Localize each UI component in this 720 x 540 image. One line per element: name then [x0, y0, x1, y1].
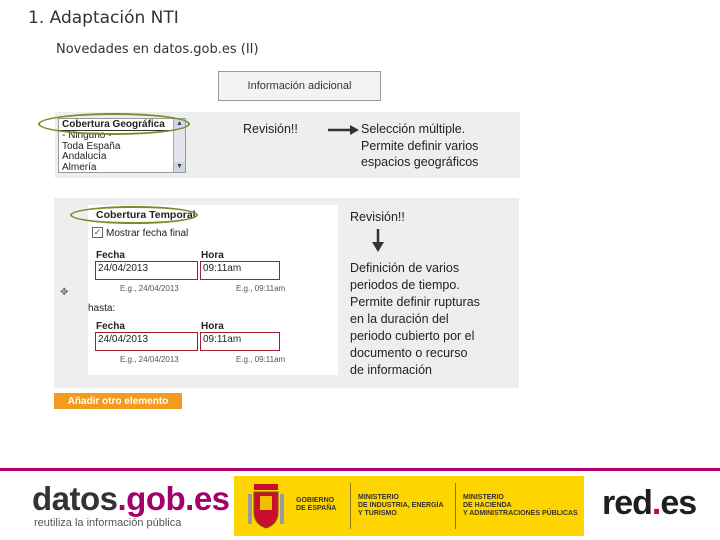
- footer-divider: [0, 468, 720, 471]
- drag-handle-icon[interactable]: ✥: [60, 287, 69, 298]
- gov-text-line: MINISTERIO: [463, 494, 504, 501]
- geo-option[interactable]: Toda España: [62, 140, 121, 152]
- note-line: periodo cubierto por el: [350, 329, 475, 343]
- gov-text-line: DE ESPAÑA: [296, 505, 337, 512]
- red-es-logo: [602, 484, 696, 523]
- end-time-hint: E.g., 09:11am: [236, 355, 286, 364]
- add-element-button[interactable]: Añadir otro elemento: [54, 393, 182, 409]
- logo-text: red: [602, 484, 652, 522]
- datos-gob-tagline: reutiliza la información pública: [34, 517, 182, 529]
- geo-option[interactable]: - Ninguno -: [62, 130, 112, 141]
- start-time-hint: E.g., 09:11am: [236, 284, 286, 293]
- note-line: en la duración del: [350, 312, 449, 326]
- show-end-date-checkbox[interactable]: ✓: [93, 227, 102, 237]
- note-line: documento o recurso: [350, 346, 468, 360]
- logo-text: datos: [32, 480, 118, 517]
- show-end-date-label: Mostrar fecha final: [106, 228, 189, 239]
- time-periods-note: [350, 260, 518, 379]
- gov-text-line: Y TURISMO: [358, 510, 397, 517]
- coat-of-arms-icon: [246, 482, 286, 530]
- slide-title: 1. Adaptación NTI: [28, 8, 179, 28]
- start-date-input[interactable]: 24/04/2013: [95, 261, 198, 280]
- scroll-up-icon[interactable]: ▲: [174, 119, 185, 129]
- geo-option[interactable]: Andalucía: [62, 151, 107, 162]
- logo-text: es: [660, 484, 697, 522]
- gov-text-line: Y ADMINISTRACIONES PÚBLICAS: [463, 510, 578, 517]
- logo-dot: .: [651, 484, 661, 522]
- gov-text-line: MINISTERIO: [358, 494, 399, 501]
- datos-gob-logo: [32, 480, 230, 518]
- geo-coverage-label: Cobertura Geográfica: [59, 119, 185, 131]
- note-line: Selección múltiple.: [361, 122, 466, 136]
- gov-separator: [350, 483, 351, 529]
- note-line: espacios geográficos: [361, 155, 479, 169]
- start-time-input[interactable]: 09:11am: [200, 261, 280, 280]
- slide-subtitle: Novedades en datos.gob.es (II): [56, 42, 259, 57]
- note-line: de información: [350, 363, 432, 377]
- hasta-label: hasta:: [88, 303, 116, 314]
- revision-note-1: Revisión!!: [243, 122, 298, 136]
- highlight-ellipse-geo: [38, 113, 190, 135]
- gov-text-line: DE INDUSTRIA, ENERGÍA: [358, 502, 444, 509]
- start-date-hint: E.g., 24/04/2013: [120, 284, 179, 293]
- gov-text-line: DE HACIENDA: [463, 502, 512, 509]
- end-hora-label: Hora: [201, 321, 224, 332]
- note-line: Permite definir varios: [361, 138, 479, 153]
- gov-separator: [455, 483, 456, 529]
- end-time-input[interactable]: 09:11am: [200, 332, 280, 351]
- revision-note-2: Revisión!!: [350, 210, 405, 224]
- gov-text-line: GOBIERNO: [296, 497, 335, 504]
- ministry-hacienda-text: [463, 494, 578, 518]
- scroll-down-icon[interactable]: ▼: [174, 162, 185, 172]
- highlight-ellipse-temporal: [70, 206, 198, 224]
- temporal-coverage-label: Cobertura Temporal: [96, 209, 196, 221]
- arrow-right-icon: [328, 124, 360, 136]
- end-date-hint: E.g., 24/04/2013: [120, 355, 179, 364]
- gov-spain-text: [296, 497, 336, 513]
- note-line: periodos de tiempo.: [350, 278, 460, 292]
- arrow-down-icon: [371, 229, 385, 253]
- end-fecha-label: Fecha: [96, 321, 125, 332]
- end-date-input[interactable]: 24/04/2013: [95, 332, 198, 351]
- note-line: Permite definir rupturas: [350, 295, 480, 309]
- logo-text: .gob.es: [117, 480, 230, 517]
- note-line: Definición de varios: [350, 261, 460, 275]
- start-hora-label: Hora: [201, 250, 224, 261]
- geo-option[interactable]: Almería: [62, 161, 97, 173]
- start-fecha-label: Fecha: [96, 250, 125, 261]
- info-adicional-button[interactable]: Información adicional: [218, 71, 381, 101]
- multi-selection-note: [361, 121, 521, 171]
- ministry-industry-text: [358, 494, 444, 518]
- scroll-track[interactable]: [174, 129, 185, 162]
